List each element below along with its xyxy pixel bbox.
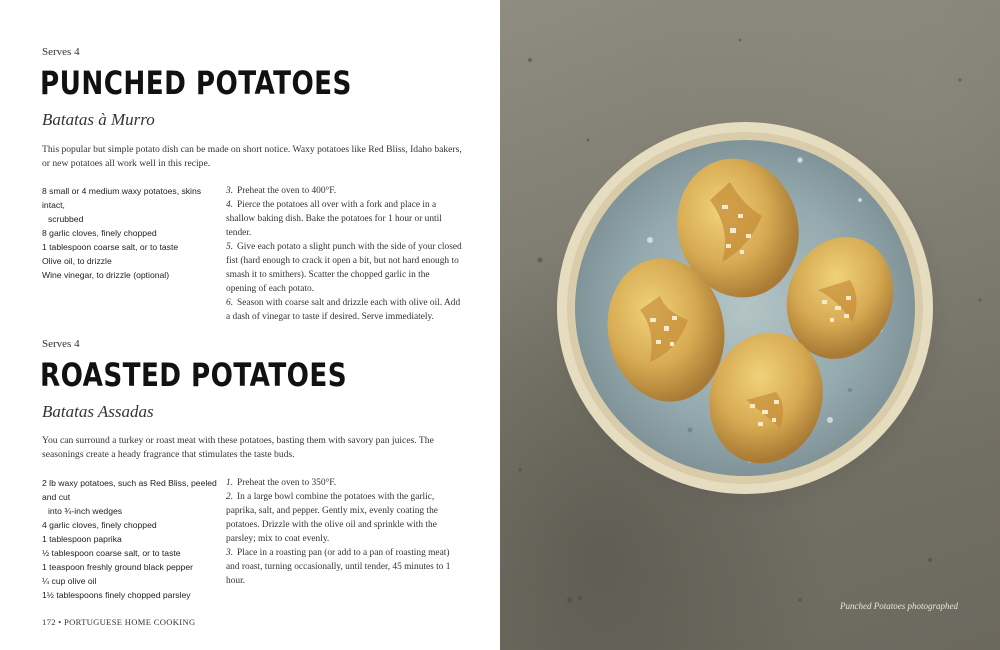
recipe2-intro: You can surround a turkey or roast meat with these potatoes, basting them with savory pan juices. The seasonings create a heady fragrance that stimulates the taste buds. bbox=[42, 435, 434, 460]
recipe1-ingredients bbox=[42, 184, 222, 282]
ingredient-item: 8 garlic cloves, finely chopped bbox=[42, 228, 157, 238]
recipe1-intro: This popular but simple potato dish can be made on short notice. Waxy potatoes like Red Bliss, Idaho bakers, or new potatoes all work well in this recipe. bbox=[42, 144, 462, 169]
step-number: 5. bbox=[226, 242, 234, 252]
ingredient-item bbox=[42, 504, 222, 518]
photo-illustration bbox=[500, 0, 1000, 650]
step-text: Place in a roasting pan (or add to a pan of roasting meat) and roast, turning occasionally, until tender, 45 minutes to 1 hour. bbox=[226, 548, 451, 586]
step-item bbox=[226, 476, 462, 490]
step-item bbox=[226, 296, 462, 324]
recipe1-steps bbox=[226, 184, 462, 324]
step-item bbox=[226, 184, 462, 198]
step-text: Preheat the oven to 400°F. bbox=[237, 186, 337, 196]
ingredient-item: Wine vinegar, to drizzle (optional) bbox=[42, 270, 170, 280]
ingredient-item: Olive oil, to drizzle bbox=[42, 256, 112, 266]
recipe2-title: ROASTED POTATOES bbox=[40, 356, 348, 394]
ingredient-item: ¼ cup olive oil bbox=[42, 576, 97, 586]
recipe1-title: PUNCHED POTATOES bbox=[40, 64, 352, 102]
step-number: 1. bbox=[226, 478, 234, 488]
ingredient-item-wrap: scrubbed bbox=[48, 214, 84, 224]
photo-caption: Punched Potatoes photographed bbox=[840, 601, 958, 611]
step-text: Give each potato a slight punch with the side of your closed fist (hard enough to crack it open a bit, but not hard enough to smash it to smithers). Scatter the chopped garlic in the opening of each potato. bbox=[226, 242, 462, 294]
ingredient-item: 1 teaspoon freshly ground black pepper bbox=[42, 562, 193, 572]
recipe1-subtitle: Batatas à Murro bbox=[42, 110, 155, 129]
step-item bbox=[226, 546, 462, 588]
step-text: In a large bowl combine the potatoes with the garlic, paprika, salt, and pepper. Gently mix, evenly coating the potatoes. Drizzle with the olive oil and sprinkle with the parsley; mix to coat evenly. bbox=[226, 492, 438, 544]
page-footer: 172 • PORTUGUESE HOME COOKING bbox=[42, 617, 196, 627]
step-item bbox=[226, 240, 462, 296]
step-text: Season with coarse salt and drizzle each with olive oil. Add a dash of vinegar to taste if desired. Serve immediately. bbox=[226, 298, 461, 322]
ingredient-item bbox=[42, 212, 222, 226]
recipe2-serves: Serves 4 bbox=[42, 338, 80, 350]
ingredient-item: 2 lb waxy potatoes, such as Red Bliss, peeled and cut bbox=[42, 478, 217, 502]
ingredient-item: 1 tablespoon coarse salt, or to taste bbox=[42, 242, 179, 252]
step-item bbox=[226, 198, 462, 240]
step-item bbox=[226, 490, 462, 546]
recipe1-serves: Serves 4 bbox=[42, 46, 80, 58]
step-number: 3. bbox=[226, 186, 234, 196]
ingredient-item: ½ tablespoon coarse salt, or to taste bbox=[42, 548, 181, 558]
ingredient-item: 4 garlic cloves, finely chopped bbox=[42, 520, 157, 530]
step-number: 6. bbox=[226, 298, 234, 308]
step-text: Pierce the potatoes all over with a fork and place in a shallow baking dish. Bake the potatoes for 1 hour or until tender. bbox=[226, 200, 442, 238]
recipe2-ingredients bbox=[42, 476, 222, 602]
recipe2-steps bbox=[226, 476, 462, 588]
step-number: 3. bbox=[226, 548, 234, 558]
ingredient-item: 1½ tablespoons finely chopped parsley bbox=[42, 590, 191, 600]
ingredient-item-wrap: into ¾-inch wedges bbox=[48, 506, 123, 516]
step-number: 2. bbox=[226, 492, 234, 502]
ingredient-item: 1 tablespoon paprika bbox=[42, 534, 122, 544]
ingredient-item: 8 small or 4 medium waxy potatoes, skins intact, bbox=[42, 186, 202, 210]
food-photo bbox=[500, 0, 1000, 650]
step-number: 4. bbox=[226, 200, 234, 210]
recipe2-subtitle: Batatas Assadas bbox=[42, 402, 154, 421]
step-text: Preheat the oven to 350°F. bbox=[237, 478, 337, 488]
